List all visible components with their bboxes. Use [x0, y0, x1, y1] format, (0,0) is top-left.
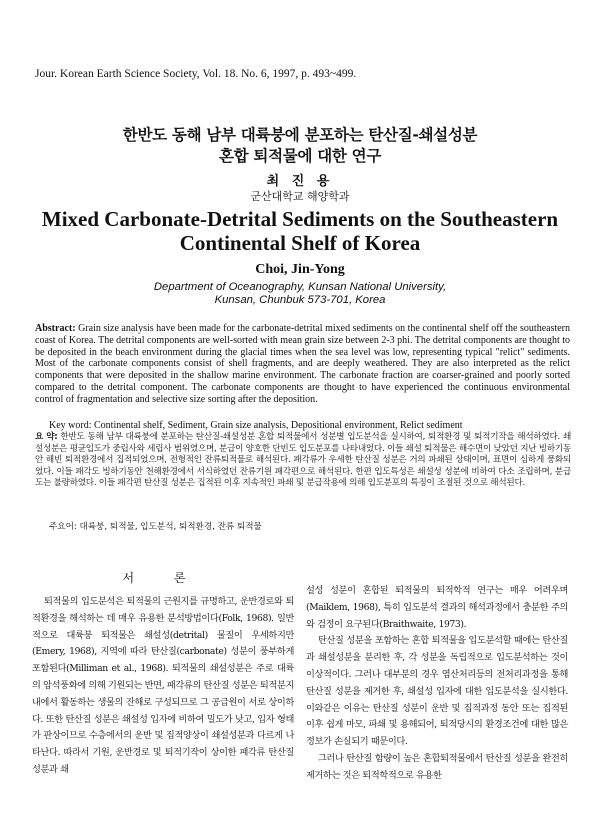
right-paragraph-1: 설성 성분이 혼합된 퇴적물의 퇴적학적 연구는 매우 어려우며(Maiklem, 1968), 특히 입도분석 결과의 해석과정에서 충분한 주의와 검정이 요구된다(Braithwaite, 1973).: [306, 585, 568, 630]
keyword-label: Key word:: [49, 420, 92, 431]
keywords: [49, 420, 574, 431]
journal-citation: Jour. Korean Earth Science Society, Vol. 18. No. 6, 1997, p. 493~499.: [35, 68, 357, 80]
left-paragraph-1: 퇴적물의 입도분석은 퇴적물의 근원지를 규명하고, 운반경로와 퇴적환경을 해석하는 데 매우 유용한 분석방법이다(Folk, 1968). 일반적으로 대륙붕 퇴적물은 쇄설성(detrital) 물질이 우세하지만(Emery, 1968), 지역에 따라 탄산질(carbonate) 성분이 풍부하게 포함된다(Milliman et al., 1968). 퇴적물의 쇄설성분은 주로 대륙의 암석풍화에 의해 기원되는 반면, 패각류의 탄산질 성분은 퇴적분지 내에서 활동하는 생물의 잔해로 구성되므로 그 공급원이 서로 상이하다. 또한 탄산질 성분은 쇄설성 입자에 비하여 밀도가 낮고, 입자 형태가 판상이므로 수층에서의 운반 및 집적양상이 쇄설성분과 다르게 나타난다. 따라서 기원, 운반경로 및 퇴적기작이 상이한 패각류 탄산질 성분과 쇄: [32, 596, 294, 775]
korean-affiliation: 군산대학교 해양학과: [250, 190, 350, 203]
korean-abstract-label: 요 약:: [35, 432, 58, 442]
english-title-line-1: Mixed Carbonate-Detrital Sediments on the Southeastern: [41, 207, 559, 231]
abstract: [35, 323, 570, 406]
korean-abstract-text: 한반도 동해 남부 대륙붕에 분포하는 탄산질-쇄설성분 혼합 퇴적물에서 성분별 입도분석을 실시하여, 퇴적환경 및 퇴적기작을 해석하였다. 쇄설성분은 평균입도가 중립사와 세립사 범위였으며, 분급이 양호한 단빈도 입도분포를 나타내었다. 이들 쇄설 퇴적물은 해수면이 낮았던 지난 빙하기동안 해빈 퇴적환경에서 집적되었으며, 전형적인 잔류퇴적물로 해석된다. 패각류가 우세한 탄산질 성분은 거의 파쇄된 상태이며, 표면이 심하게 풍화되었다. 이들 패각도 빙하기동안 천해환경에서 서식하였던 잔류기원 패각편으로 해석된다. 한편 입도특성은 쇄설성 성분에 비하여 다소 조립하며, 분급도는 불량하였다. 이들 패각편 탄산질 성분은 집적된 이후 지속적인 파쇄 및 분급작용에 의해 입도분포의 특징이 조절된 것으로 해석된다.: [35, 432, 572, 489]
english-title-line-2: Continental Shelf of Korea: [179, 231, 421, 255]
section-heading: 서 론: [122, 571, 204, 585]
right-paragraph-2: 탄산질 성분을 포함하는 혼합 퇴적물을 입도분석할 때에는 탄산질과 쇄설성분을 분리한 후, 각 성분을 독립적으로 입도분석하는 것이 이상적이다. 그러나 대부분의 경우 염산처리등의 전처리과정을 통해 탄산질 성분을 제거한 후, 쇄설성 입자에 대한 입도분석을 실시한다. 이와같은 이유는 탄산질 성분이 운반 및 집적과정 동안 또는 집적된 이후 쉽게 마모, 파쇄 및 용해되어, 퇴적당시의 환경조건에 대한 많은 정보가 손실되기 때문이다.: [306, 635, 568, 748]
korean-keywords: [49, 520, 574, 532]
right-column: [306, 583, 568, 785]
korean-title-line-2: 혼합 퇴적물에 대한 연구: [218, 147, 382, 165]
korean-author: 최 진 용: [266, 174, 334, 189]
english-affiliation-line-1: Department of Oceanography, Kunsan National University,: [153, 281, 447, 293]
left-column: [32, 570, 294, 779]
keyword-text: Continental shelf, Sediment, Grain size analysis, Depositional environment, Relict sediment: [94, 420, 463, 431]
korean-keyword-text: 대륙붕, 퇴적물, 입도분석, 퇴적환경, 잔류 퇴적물: [79, 522, 262, 532]
english-affiliation-line-2: Kunsan, Chunbuk 573-701, Korea: [214, 294, 386, 306]
korean-abstract: [35, 432, 571, 490]
abstract-label: Abstract:: [35, 323, 76, 334]
abstract-text: Grain size analysis have been made for the carbonate-detrital mixed sediments on the continental shelf off the southeastern coast of Korea. The detrital components are well-sorted with mean grain size between 2-3 phi. The detrital components are thought to be deposited in the beach environment during the glacial times when the sea level was low, representing typical "relict" sediments. Most of the carbonate components consist of shell fragments, and are deeply weathered. They are also interpreted as the relict components that were deposited in the shallow marine environment. The carbonate fraction are coarser-grained and poorly sorted compared to the detrital component. The carbonate components are thought to have experienced the continuous environmental control of fragmentation and selective size sorting after the deposition.: [35, 323, 571, 405]
korean-title-line-1: 한반도 동해 남부 대륙붕에 분포하는 탄산질-쇄설성분: [122, 126, 478, 144]
english-author: Choi, Jin-Yong: [255, 262, 345, 277]
korean-keyword-label: 주요어:: [49, 522, 77, 532]
right-paragraph-3: 그러나 탄산질 함량이 높은 혼합퇴적물에서 탄산질 성분을 완전히 제거하는 것은 퇴적학적으로 유용한: [306, 752, 568, 781]
